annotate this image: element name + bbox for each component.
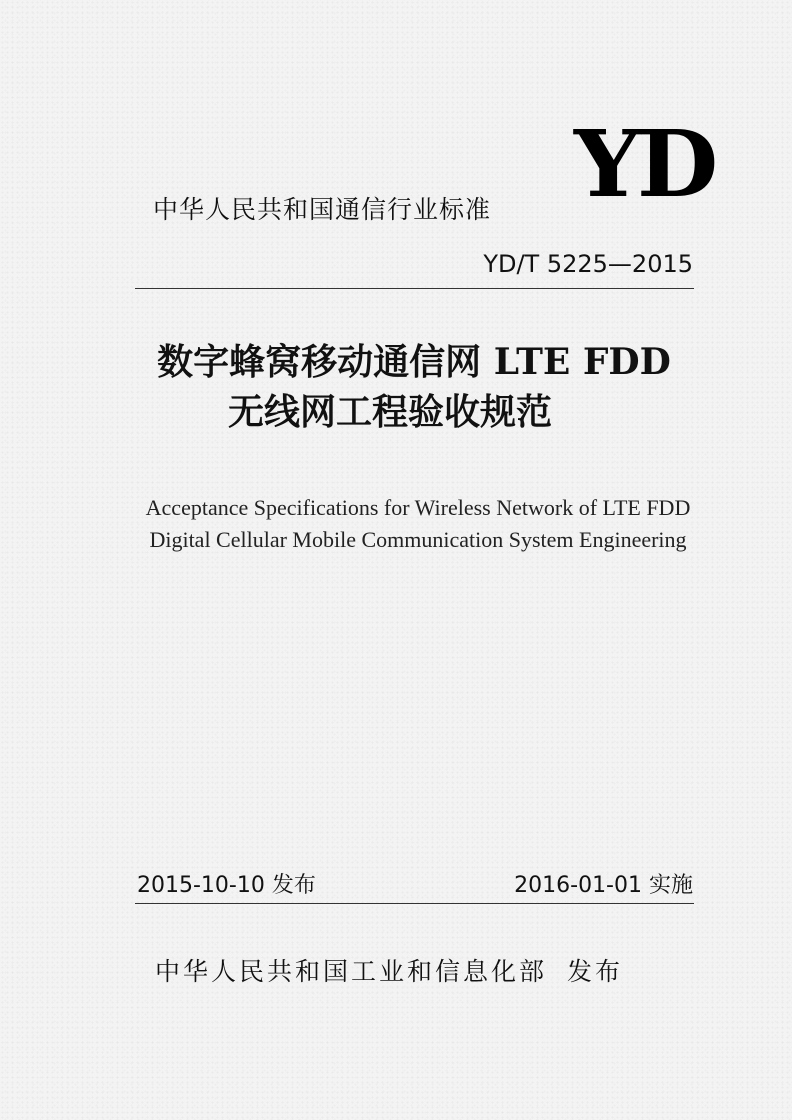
title-en-line2: Digital Cellular Mobile Communication System Engineering [149,527,687,552]
issuer-name: 中华人民共和国工业和信息化部 [155,957,548,986]
bottom-divider [135,903,694,904]
yd-logo: YD [574,110,715,218]
standard-type-label: 中华人民共和国通信行业标准 [153,195,492,224]
issue-date: 2015-10-10 发布 [137,873,316,898]
title-cn-line1: 数字蜂窝移动通信网 LTE FDD [157,341,671,383]
top-divider [135,288,694,289]
implementation-date: 2016-01-01 实施 [514,873,693,898]
issuer-action: 发布 [567,957,624,986]
title-cn-line2: 无线网工程验收规范 [227,391,552,433]
title-en-line1: Acceptance Specifications for Wireless Network of LTE FDD [145,495,691,520]
issuer-line [155,952,623,988]
standard-number: YD/T 5225—2015 [483,250,693,278]
